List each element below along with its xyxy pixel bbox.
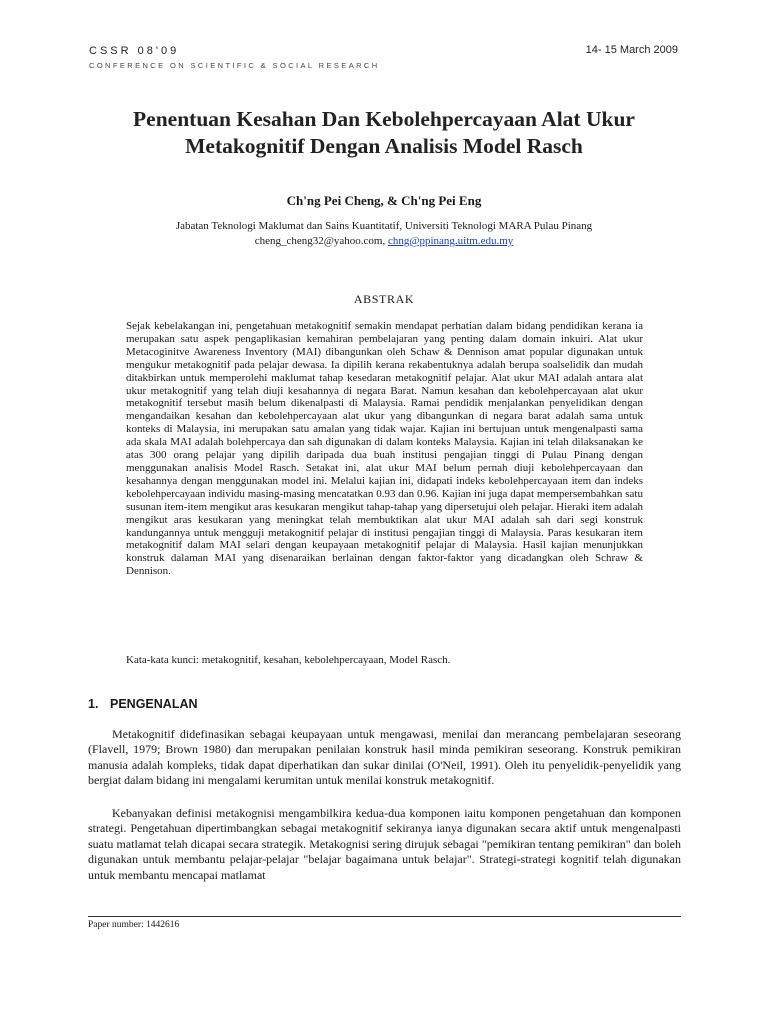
paragraph-2-text: Kebanyakan definisi metakognisi mengambilkira kedua-dua komponen iaitu komponen pengetahuan dan komponen strategi. Pengetahuan dipertimbangkan sebagai metakognitif sekiranya ianya digunakan secara aktif untuk mengenalpasti suatu matlamat telah dicapai secara strategik. Metakognisi sering dirujuk sebagai "pemikiran tentang pemikiran" dan boleh digunakan untuk membantu pelajar-pelajar "belajar bagaimana untuk belajar". Strategi-strategi kognitif telah digunakan untuk membantu mencapai matlamat (88, 806, 681, 882)
affiliation: Jabatan Teknologi Maklumat dan Sains Kuantitatif, Universiti Teknologi MARA Pulau Pinang (175, 220, 593, 232)
section-number: 1. (88, 697, 99, 711)
abstract-heading: ABSTRAK (353, 292, 415, 306)
paper-title (80, 106, 688, 160)
author-emails (80, 234, 688, 249)
section-title: PENGENALAN (110, 697, 198, 711)
email-link[interactable]: chng@ppinang.uitm.edu.my (387, 235, 514, 247)
conference-short-title: CSSR 08'09 (89, 45, 180, 57)
paper-title-line-1: Penentuan Kesahan Dan Kebolehpercayaan Alat Ukur (133, 107, 635, 131)
paper-authors: Ch'ng Pei Cheng, & Ch'ng Pei Eng (286, 193, 482, 208)
footer-divider (88, 916, 681, 917)
section-heading (88, 697, 198, 711)
conference-full-title: CONFERENCE ON SCIENTIFIC & SOCIAL RESEARCH (89, 61, 380, 70)
keywords: Kata-kata kunci: metakognitif, kesahan, kebolehpercayaan, Model Rasch. (126, 654, 451, 666)
body-paragraph-2 (88, 806, 681, 883)
email-plain: cheng_cheng32@yahoo.com, (254, 235, 388, 247)
conference-date: 14- 15 March 2009 (585, 44, 678, 56)
paper-number: Paper number: 1442616 (88, 920, 180, 930)
body-paragraph-1 (88, 727, 681, 789)
author-affiliation-block (80, 219, 688, 249)
paper-title-line-2: Metakognitif Dengan Analisis Model Rasch (185, 134, 583, 158)
abstract-text: Sejak kebelakangan ini, pengetahuan metakognitif semakin mendapat perhatian dalam bidang pendidikan kerana ia merupakan satu aspek pengaplikasian kemahiran pembelajaran yang penting dalam domain inkuiri. Alat ukur Metacoginitve Awareness Inventory (MAI) dibangunkan oleh Schaw & Dennison amat popular digunakan untuk mengukur metakognitif pada pelajar dewasa. Ia dipilih kerana rekabentuknya adalah berupa soalselidik dan mudah ditakbirkan untuk memperolehi maklumat tahap kesedaran metakognitif pelajar. Alat ukur MAI adalah antara alat ukur metakognitif yang telah diuji kesahannya di negara Barat. Namun kesahan dan kebolehpercayaan alat ukur metakognitif tersebut masih belum dikenalpasti di Malaysia. Ramai pendidik menjalankan penyelidikan dengan mengandaikan kesahan dan kebolehpercayaan alat ukur yang dibangunkan di negara barat adalah sama untuk konteks di Malaysia, ini merupakan satu amalan yang tidak wajar. Kajian ini bertujuan untuk mengenalpasti sama ada skala MAI adalah bolehpercaya dan sah digunakan di dalam konteks Malaysia. Kajian ini telah dilaksanakan ke atas 300 orang pelajar yang dipilih daripada dua buah institusi pengajian tinggi di Pulau Pinang dengan menggunakan analisis Model Rasch. Setakat ini, alat ukur MAI belum pernah diuji kebolehpercayaan dan kesahannya dengan menggunakan model ini. Melalui kajian ini, didapati indeks kebolehpercayaan item dan indeks kebolehpercayaan individu masing-masing mencatatkan 0.93 dan 0.96. Kajian ini juga dapat mempersembahkan satu susunan item-item mengikut aras kesukaran mengikut tahap-tahap yang dipersetujui oleh pelajar. Hieraki item adalah mengikut aras kesukaran yang meningkat telah membuktikan alat ukur MAI adalah sah dari segi konstruk kandungannya untuk mengguji metakognitif pelajar di institusi pengajian tinggi di Malaysia. Paras kesukaran item metakognitif dalam MAI selari dengan keupayaan metakognitif pelajar di Malaysia. Hasil kajian menunjukkan konstruk dalaman MAI yang disenaraikan berlainan dengan faktor-faktor yang dicadangkan oleh Schraw & Dennison. (126, 320, 643, 578)
paragraph-1-text: Metakognitif didefinasikan sebagai keupayaan untuk mengawasi, menilai dan merancang pembelajaran seseorang (Flavell, 1979; Brown 1980) dan merupakan penilaian konstruk hasil minda pemikiran seseorang. Konstruk pemikiran manusia adalah kompleks, tidak dapat diperhatikan dan sukar dinilai (O'Neil, 1991). Oleh itu penyelidik-penyelidik yang bergiat dalam bidang ini mengalami kerumitan untuk menilai konstruk metakognitif. (88, 727, 681, 788)
conference-header (89, 45, 380, 70)
